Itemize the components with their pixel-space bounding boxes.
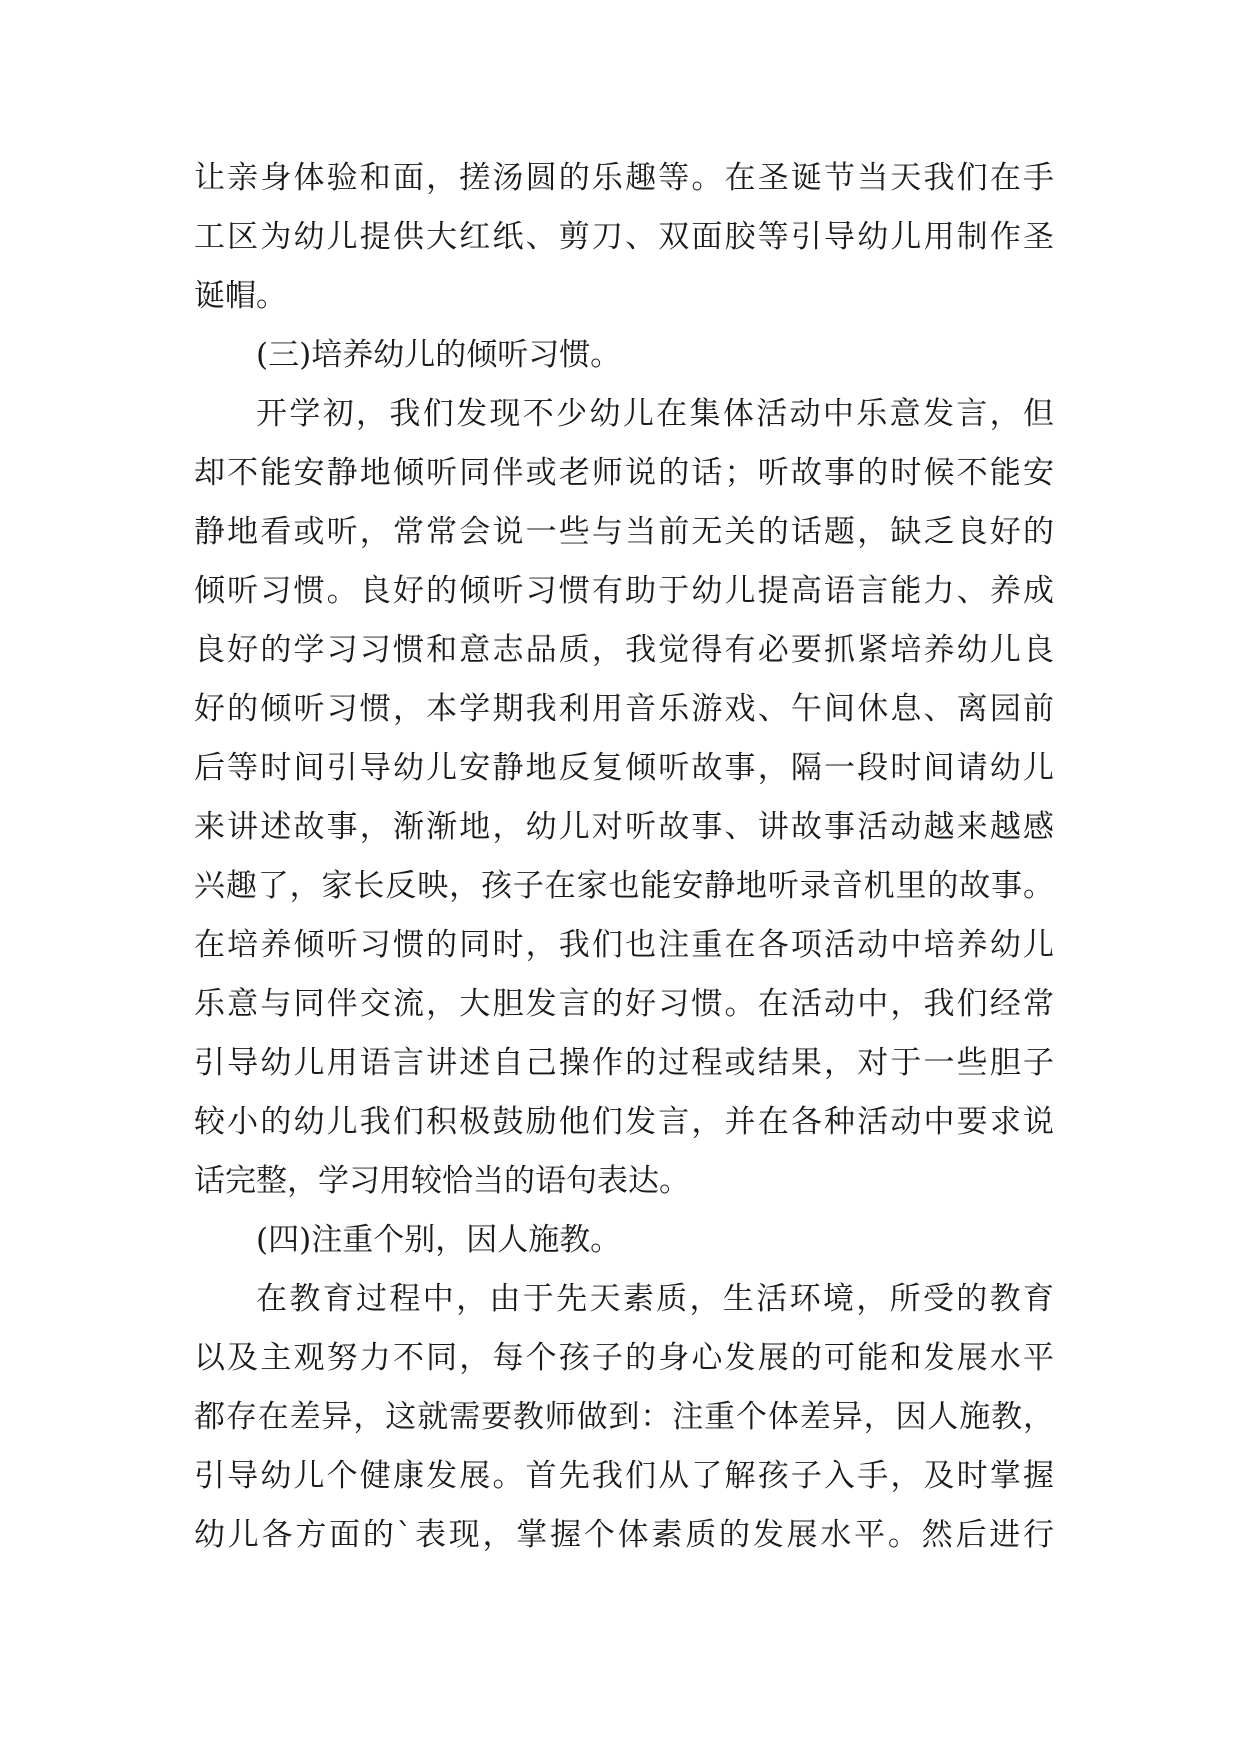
text-line: 以及主观努力不同，每个孩子的身心发展的可能和发展水平 — [194, 1340, 1054, 1376]
text-line: 却不能安静地倾听同伴或老师说的话；听故事的时候不能安 — [194, 455, 1054, 491]
document-body — [194, 158, 1054, 1574]
text-line: 来讲述故事，渐渐地，幼儿对听故事、讲故事活动越来越感 — [194, 809, 1054, 845]
text-line: 乐意与同伴交流，大胆发言的好习惯。在活动中，我们经常 — [194, 986, 1054, 1022]
text-line: 开学初，我们发现不少幼儿在集体活动中乐意发言，但 — [256, 396, 1054, 432]
text-line: 后等时间引导幼儿安静地反复倾听故事，隔一段时间请幼儿 — [194, 750, 1054, 786]
text-line: 都存在差异，这就需要教师做到：注重个体差异，因人施教， — [194, 1399, 1054, 1435]
text-line: 诞帽。 — [194, 278, 287, 314]
text-line: 好的倾听习惯，本学期我利用音乐游戏、午间休息、离园前 — [194, 691, 1054, 727]
section-heading: (三)培养幼儿的倾听习惯。 — [256, 337, 622, 373]
text-line: 静地看或听，常常会说一些与当前无关的话题，缺乏良好的 — [194, 514, 1054, 550]
text-line: 兴趣了，家长反映，孩子在家也能安静地听录音机里的故事。 — [194, 868, 1054, 904]
text-line: 让亲身体验和面，搓汤圆的乐趣等。在圣诞节当天我们在手 — [194, 160, 1054, 196]
text-line: 引导幼儿个健康发展。首先我们从了解孩子入手，及时掌握 — [194, 1458, 1054, 1494]
text-line: 在培养倾听习惯的同时，我们也注重在各项活动中培养幼儿 — [194, 927, 1054, 963]
text-line: 在教育过程中，由于先天素质，生活环境，所受的教育 — [256, 1281, 1054, 1317]
text-line: 工区为幼儿提供大红纸、剪刀、双面胶等引导幼儿用制作圣 — [194, 219, 1054, 255]
text-line: 引导幼儿用语言讲述自己操作的过程或结果，对于一些胆子 — [194, 1045, 1054, 1081]
text-line: 较小的幼儿我们积极鼓励他们发言，并在各种活动中要求说 — [194, 1104, 1054, 1140]
text-line: 良好的学习习惯和意志品质，我觉得有必要抓紧培养幼儿良 — [194, 632, 1054, 668]
text-line: 倾听习惯。良好的倾听习惯有助于幼儿提高语言能力、养成 — [194, 573, 1054, 609]
text-line: 幼儿各方面的`表现，掌握个体素质的发展水平。然后进行 — [194, 1517, 1054, 1553]
text-line: 话完整，学习用较恰当的语句表达。 — [194, 1163, 690, 1199]
section-heading: (四)注重个别，因人施教。 — [256, 1222, 622, 1258]
